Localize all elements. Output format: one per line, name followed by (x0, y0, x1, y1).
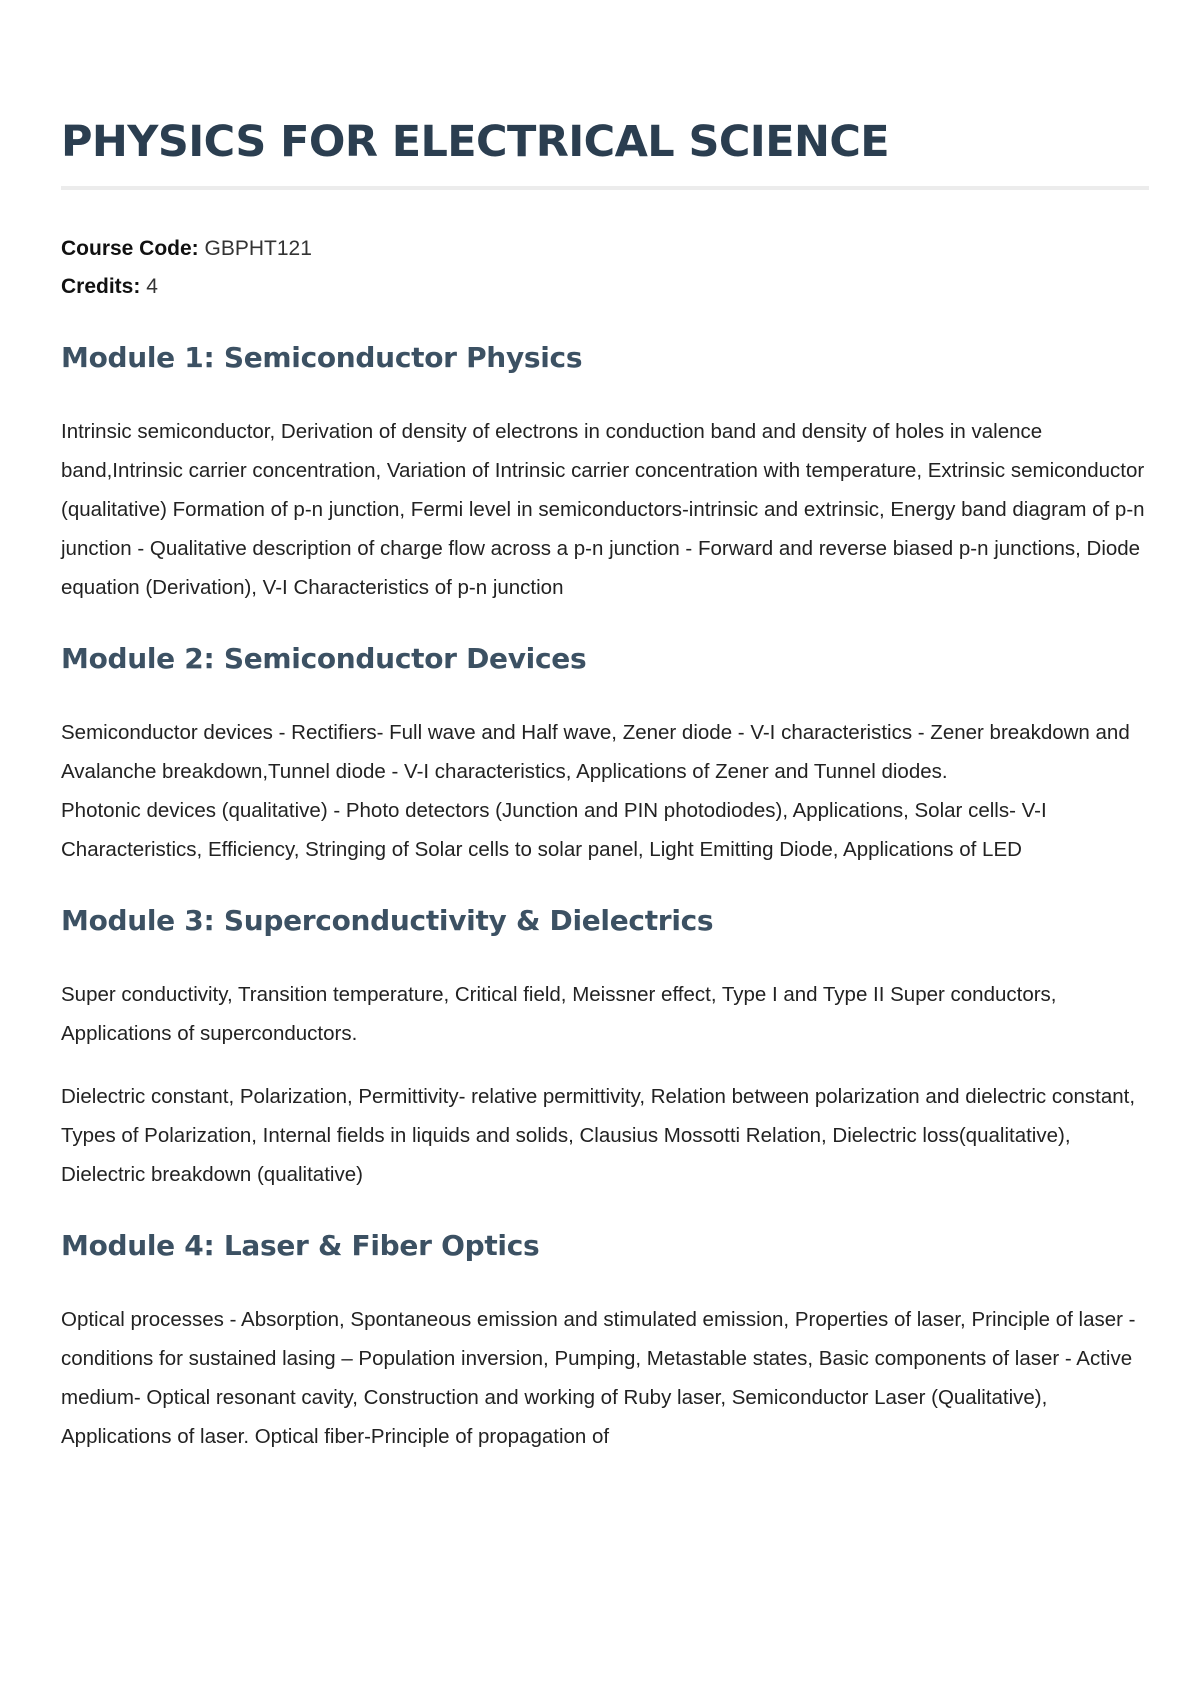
module-1-paragraph: Intrinsic semiconductor, Derivation of density of electrons in conduction band and density of holes in valence band,Intrinsic carrier concentration, Variation of Intrinsic carrier concentration with temperature, Extrinsic semiconductor (qualitative) Formation of p-n junction, Fermi level in semiconductors-intrinsic and extrinsic, Energy band diagram of p-n junction - Qualitative description of charge flow across a p-n junction - Forward and reverse biased p-n junctions, Diode equation (Derivation), V-I Characteristics of p-n junction (61, 420, 1145, 599)
module-3-paragraph-2: Dielectric constant, Polarization, Permittivity- relative permittivity, Relation between polarization and dielectric constant, Types of Polarization, Internal fields in liquids and solids, Clausius Mossotti Relation, Dielectric loss(qualitative), Dielectric breakdown (qualitative) (61, 1085, 1136, 1186)
module-1 (61, 338, 1148, 607)
credits-value: 4 (146, 275, 158, 298)
module-3-title: Module 3: Superconductivity & Dielectrics (61, 904, 714, 937)
course-code-row (61, 230, 1148, 268)
credits-label: Credits: (61, 275, 141, 298)
course-meta (61, 230, 1148, 306)
module-2-paragraph-2: Photonic devices (qualitative) - Photo detectors (Junction and PIN photodiodes), Applications, Solar cells- V-I Characteristics, Efficiency, Stringing of Solar cells to solar panel, Light Emitting Diode, Applications of LED (61, 799, 1047, 861)
module-4-title: Module 4: Laser & Fiber Optics (61, 1229, 540, 1262)
module-3 (61, 901, 1148, 1194)
title-divider (61, 186, 1149, 190)
page-title: PHYSICS FOR ELECTRICAL SCIENCE (61, 117, 890, 167)
module-2-paragraph-1: Semiconductor devices - Rectifiers- Full wave and Half wave, Zener diode - V-I characteristics - Zener breakdown and Avalanche breakdown,Tunnel diode - V-I characteristics, Applications of Zener and Tunnel diodes. (61, 721, 1130, 783)
course-code-value: GBPHT121 (204, 237, 312, 260)
course-code-label: Course Code: (61, 237, 199, 260)
module-2 (61, 639, 1148, 869)
module-2-title: Module 2: Semiconductor Devices (61, 642, 587, 675)
module-4 (61, 1226, 1148, 1456)
module-1-title: Module 1: Semiconductor Physics (61, 341, 583, 374)
module-4-paragraph: Optical processes - Absorption, Spontaneous emission and stimulated emission, Properties of laser, Principle of laser - conditions for sustained lasing – Population inversion, Pumping, Metastable states, Basic components of laser - Active medium- Optical resonant cavity, Construction and working of Ruby laser, Semiconductor Laser (Qualitative), Applications of laser. Optical fiber-Principle of propagation of (61, 1308, 1136, 1448)
module-3-paragraph-1: Super conductivity, Transition temperature, Critical field, Meissner effect, Type I and Type II Super conductors, Applications of superconductors. (61, 983, 1057, 1045)
credits-row (61, 268, 1148, 306)
